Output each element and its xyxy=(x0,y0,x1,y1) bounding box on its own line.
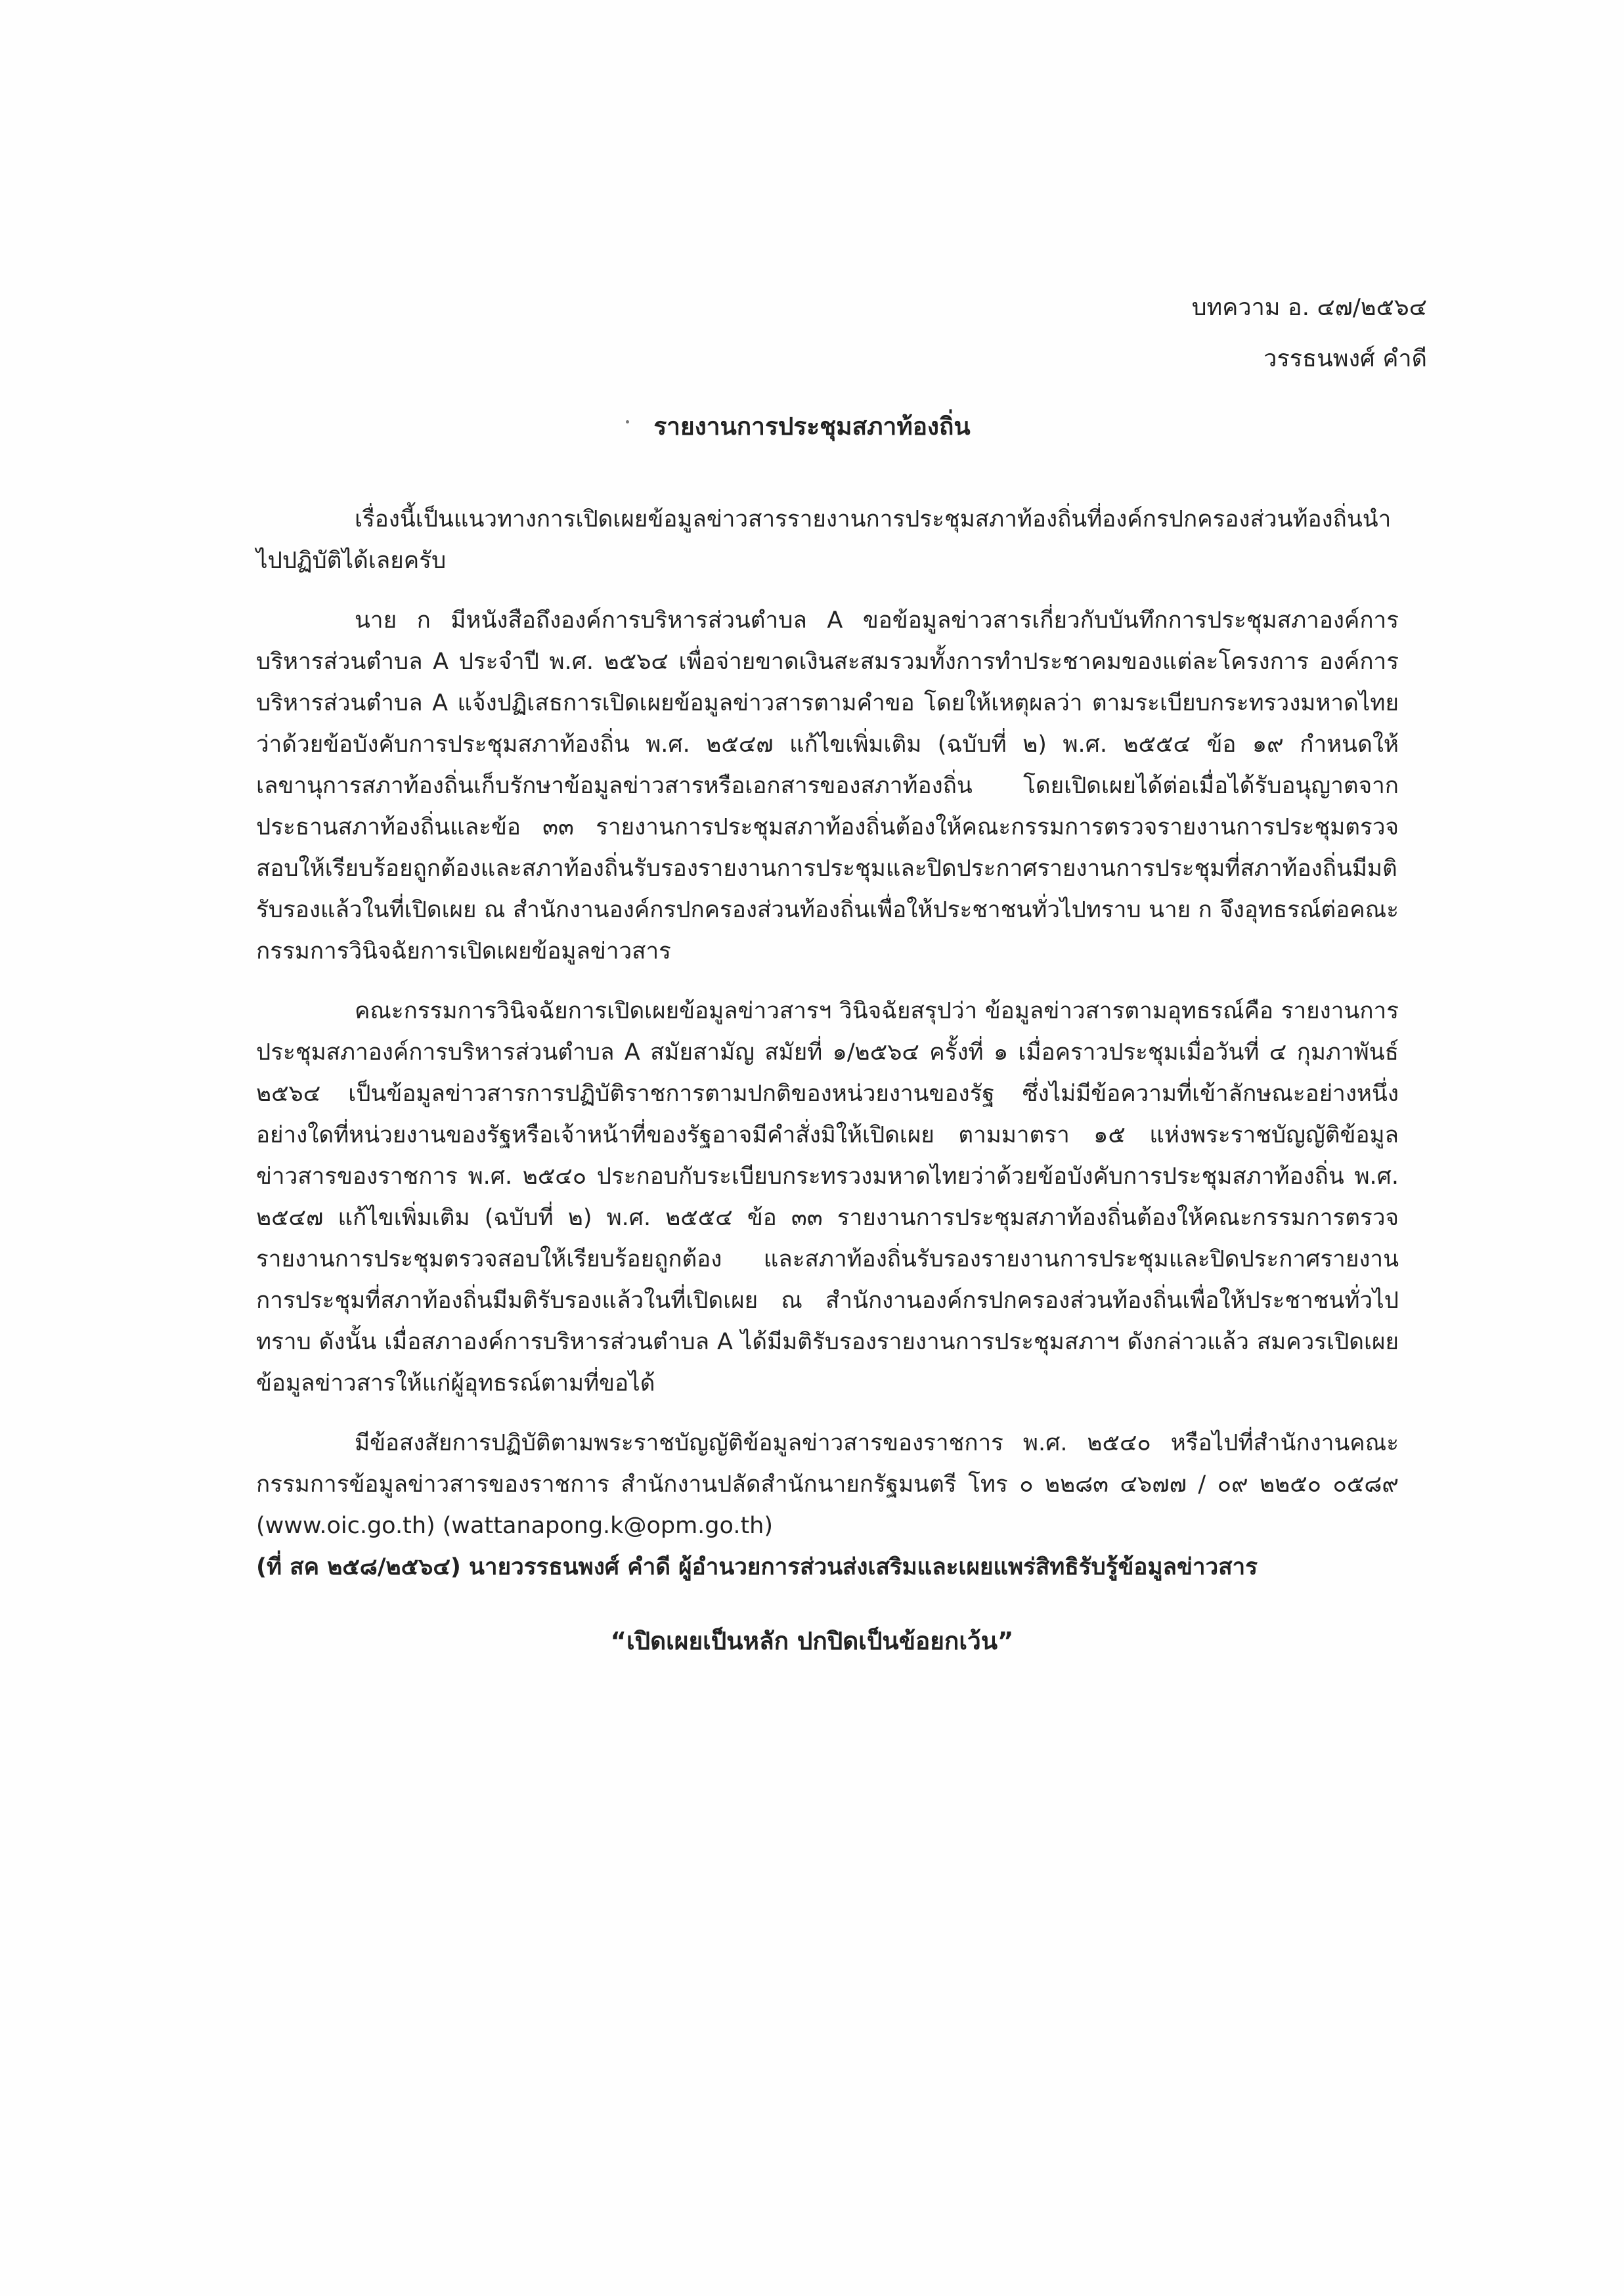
intro-paragraph: เรื่องนี้เป็นแนวทางการเปิดเผยข้อมูลข่าวสารรายงานการประชุมสภาท้องถิ่นที่องค์กรปกครองส่วนท้องถิ่นนำไปปฏิบัติได้เลยครับ xyxy=(256,506,1392,574)
case-note: (ที่ สค ๒๕๘/๒๕๖๔) นายวรรธนพงศ์ คำดี ผู้อำนวยการส่วนส่งเสริมและเผยแพร่สิทธิรับรู้ข้อมูลข่าวสาร xyxy=(256,1554,1258,1580)
contact-paragraph: มีข้อสงสัยการปฏิบัติตามพระราชบัญญัติข้อมูลข่าวสารของราชการ พ.ศ. ๒๕๔๐ หรือไปที่สำนักงานคณะกรรมการข้อมูลข่าวสารของราชการ สำนักงานปลัดสำนักนายกรัฐมนตรี โทร ๐ ๒๒๘๓ ๔๖๗๗ / ๐๙ ๒๒๕๐ ๐๕๘๙ (www.oic.go.th) (wattanapong.k@opm.go.th) xyxy=(256,1430,1399,1539)
article-reference: บทความ อ. ๔๗/๒๕๖๔ xyxy=(1191,294,1427,321)
document-title: รายงานการประชุมสภาท้องถิ่น xyxy=(653,412,971,441)
author-name: วรรธนพงศ์ คำดี xyxy=(1263,345,1427,372)
case-facts-paragraph: นาย ก มีหนังสือถึงองค์การบริหารส่วนตำบล A ขอข้อมูลข่าวสารเกี่ยวกับบันทึกการประชุมสภาองค์การบริหารส่วนตำบล A ประจำปี พ.ศ. ๒๕๖๔ เพื่อจ่ายขาดเงินสะสมรวมทั้งการทำประชาคมของแต่ละโครงการ องค์การบริหารส่วนตำบล A แจ้งปฏิเสธการเปิดเผยข้อมูลข่าวสารตามคำขอ โดยให้เหตุผลว่า ตามระเบียบกระทรวงมหาดไทยว่าด้วยข้อบังคับการประชุมสภาท้องถิ่น พ.ศ. ๒๕๔๗ แก้ไขเพิ่มเติม (ฉบับที่ ๒) พ.ศ. ๒๕๕๔ ข้อ ๑๙ กำหนดให้เลขานุการสภาท้องถิ่นเก็บรักษาข้อมูลข่าวสารหรือเอกสารของสภาท้องถิ่น โดยเปิดเผยได้ต่อเมื่อได้รับอนุญาตจากประธานสภาท้องถิ่นและข้อ ๓๓ รายงานการประชุมสภาท้องถิ่นต้องให้คณะกรรมการตรวจรายงานการประชุมตรวจสอบให้เรียบร้อยถูกต้องและสภาท้องถิ่นรับรองรายงานการประชุมและปิดประกาศรายงานการประชุมที่สภาท้องถิ่นมีมติรับรองแล้วในที่เปิดเผย ณ สำนักงานองค์กรปกครองส่วนท้องถิ่นเพื่อให้ประชาชนทั่วไปทราบ นาย ก จึงอุทธรณ์ต่อคณะกรรมการวินิจฉัยการเปิดเผยข้อมูลข่าวสาร xyxy=(256,607,1399,964)
document-header xyxy=(1192,282,1427,385)
slogan: “เปิดเผยเป็นหลัก ปกปิดเป็นข้อยกเว้น” xyxy=(610,1627,1014,1655)
decision-paragraph: คณะกรรมการวินิจฉัยการเปิดเผยข้อมูลข่าวสารฯ วินิจฉัยสรุปว่า ข้อมูลข่าวสารตามอุทธรณ์คือ รายงานการประชุมสภาองค์การบริหารส่วนตำบล A สมัยสามัญ สมัยที่ ๑/๒๕๖๔ ครั้งที่ ๑ เมื่อคราวประชุมเมื่อวันที่ ๔ กุมภาพันธ์ ๒๕๖๔ เป็นข้อมูลข่าวสารการปฏิบัติราชการตามปกติของหน่วยงานของรัฐ ซึ่งไม่มีข้อความที่เข้าลักษณะอย่างหนึ่งอย่างใดที่หน่วยงานของรัฐหรือเจ้าหน้าที่ของรัฐอาจมีคำสั่งมิให้เปิดเผย ตามมาตรา ๑๕ แห่งพระราชบัญญัติข้อมูลข่าวสารของราชการ พ.ศ. ๒๕๔๐ ประกอบกับระเบียบกระทรวงมหาดไทยว่าด้วยข้อบังคับการประชุมสภาท้องถิ่น พ.ศ. ๒๕๔๗ แก้ไขเพิ่มเติม (ฉบับที่ ๒) พ.ศ. ๒๕๕๔ ข้อ ๓๓ รายงานการประชุมสภาท้องถิ่นต้องให้คณะกรรมการตรวจรายงานการประชุมตรวจสอบให้เรียบร้อยถูกต้อง และสภาท้องถิ่นรับรองรายงานการประชุมและปิดประกาศรายงานการประชุมที่สภาท้องถิ่นมีมติรับรองแล้วในที่เปิดเผย ณ สำนักงานองค์กรปกครองส่วนท้องถิ่นเพื่อให้ประชาชนทั่วไปทราบ ดังนั้น เมื่อสภาองค์การบริหารส่วนตำบล A ได้มีมติรับรองรายงานการประชุมสภาฯ ดังกล่าวแล้ว สมควรเปิดเผยข้อมูลข่าวสารให้แก่ผู้อุทธรณ์ตามที่ขอได้ xyxy=(256,998,1399,1397)
document-body xyxy=(256,499,1399,1588)
scan-speck xyxy=(626,420,629,423)
